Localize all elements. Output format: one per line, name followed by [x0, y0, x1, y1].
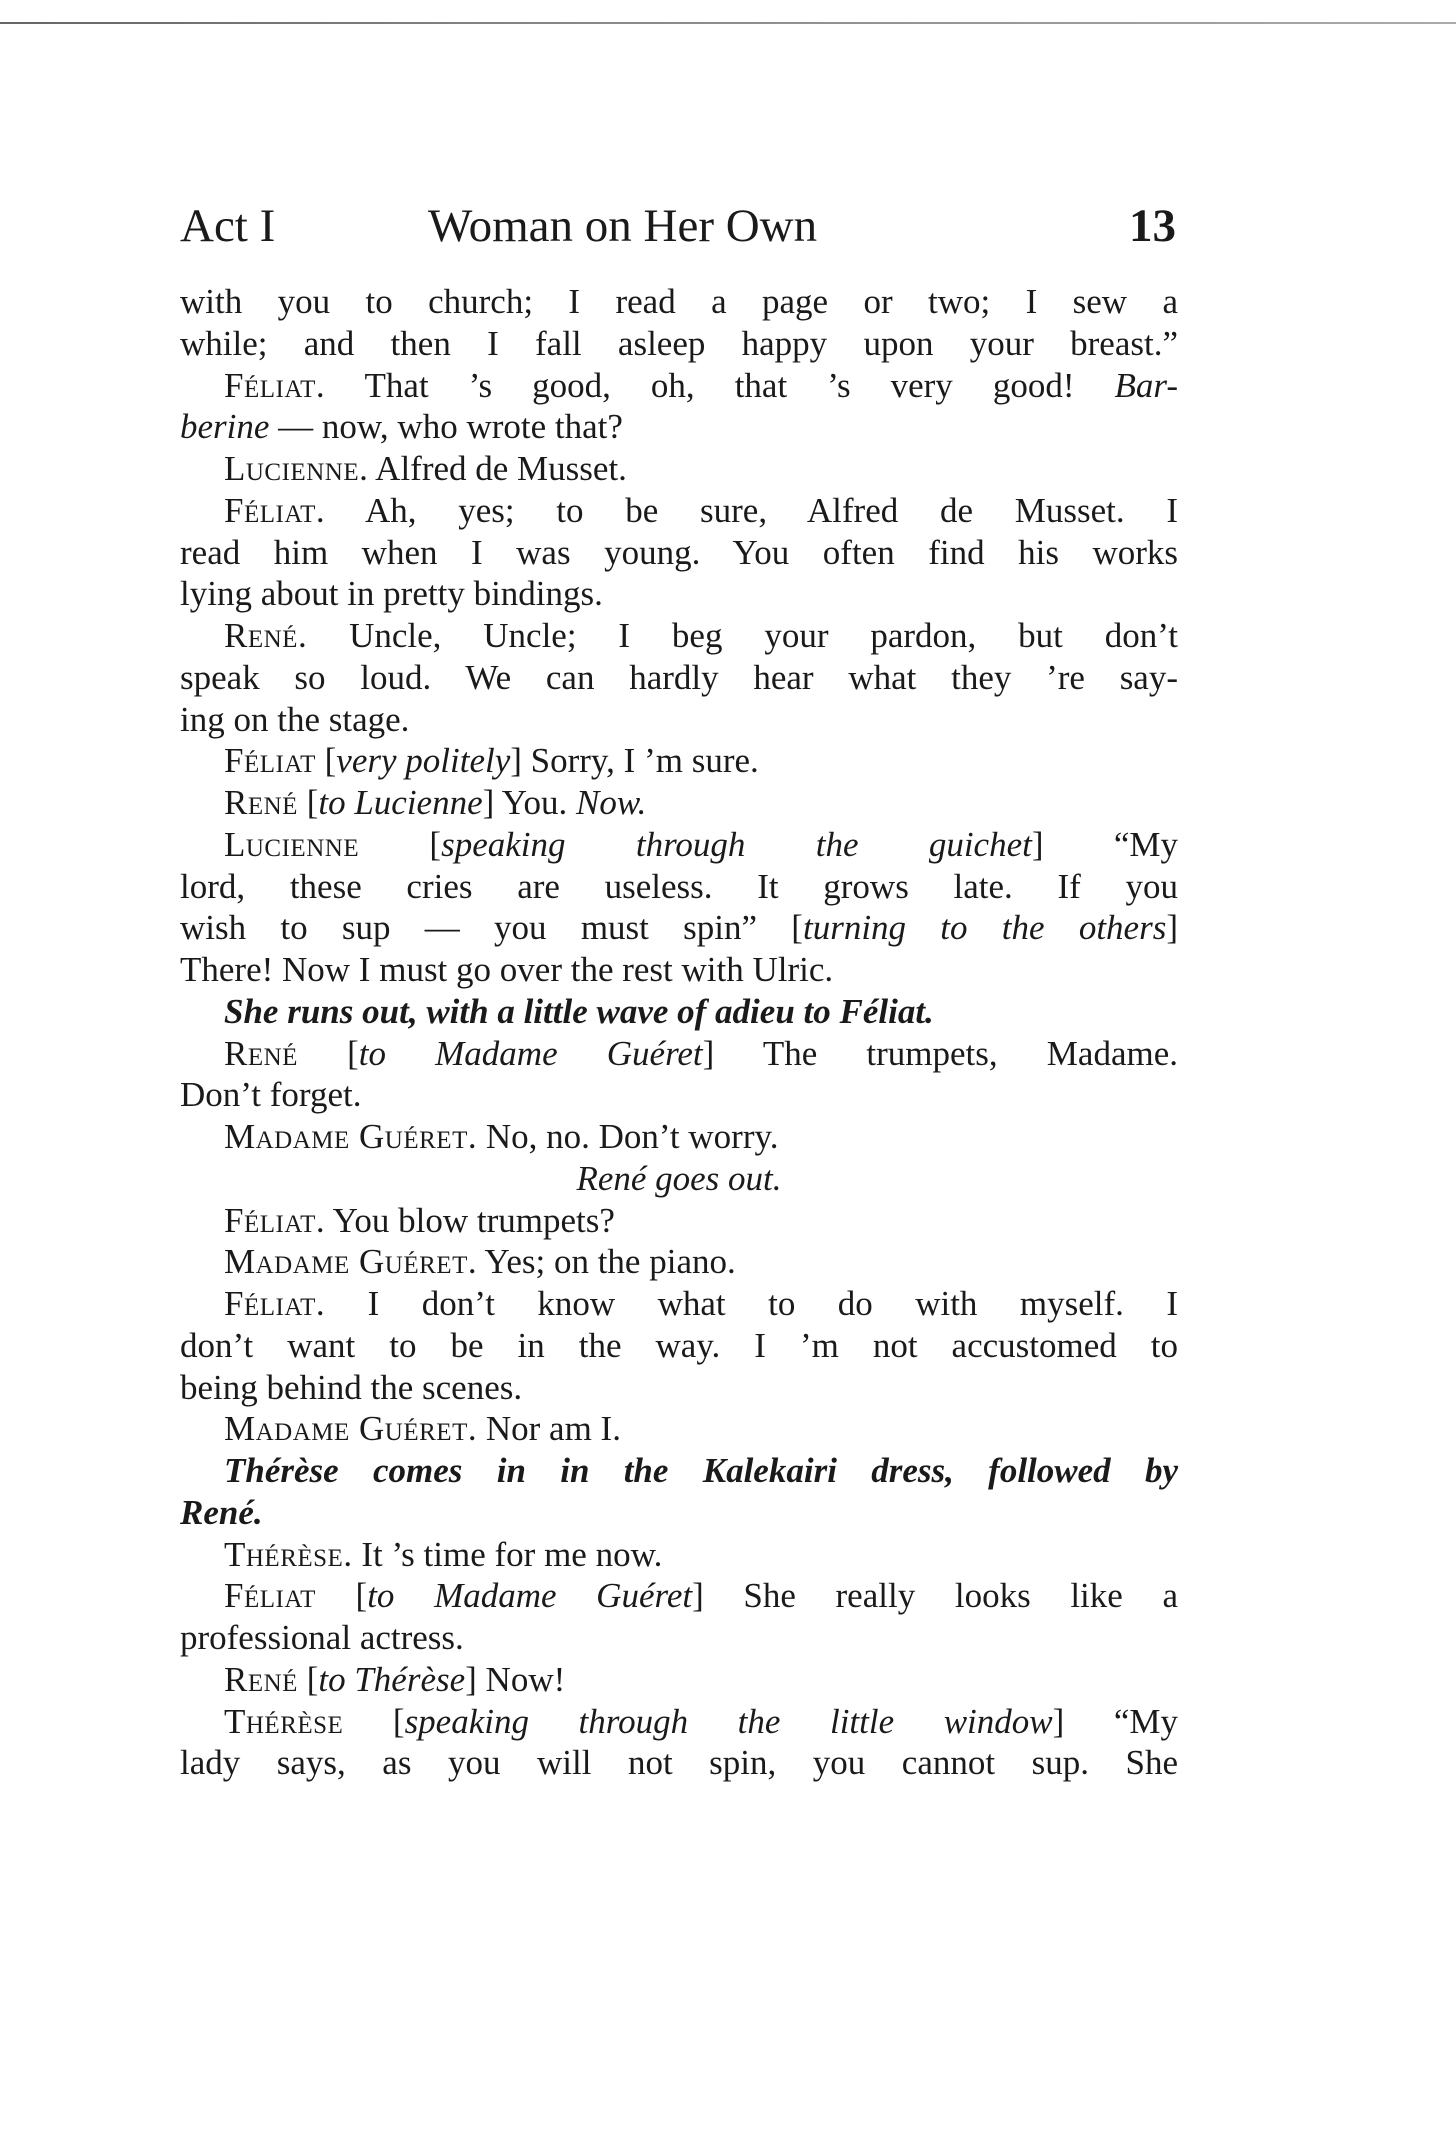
speaker-name: Lucienne.	[224, 449, 369, 488]
text-line	[180, 1241, 1178, 1283]
text-line	[180, 448, 1178, 490]
speaker-name: Thérèse	[224, 1701, 344, 1741]
page-number: 13	[1129, 200, 1176, 252]
line-text: It ’s time for me now.	[352, 1534, 663, 1574]
line-text: ]	[1166, 908, 1178, 948]
text-line	[180, 699, 1178, 741]
text-line	[180, 1492, 1178, 1534]
stage-direction: berine	[180, 407, 270, 447]
speaker-name: Féliat.	[224, 1284, 326, 1323]
line-text: — now, who wrote that?	[269, 407, 623, 447]
text-line	[180, 1575, 1178, 1617]
line-text: ing on the stage.	[180, 699, 410, 739]
speaker-name: René	[224, 1659, 298, 1699]
line-text: [	[297, 783, 319, 822]
line-text: ] Sorry, I ’m sure.	[510, 741, 759, 781]
line-text: There! Now I must go over the rest with Ulric.	[180, 950, 834, 989]
speaker-name: Féliat	[224, 741, 316, 781]
line-text: Yes; on the piano.	[477, 1242, 736, 1282]
line-text: read him when I was young. You often find his works	[180, 532, 1178, 572]
line-text: No, no. Don’t worry.	[477, 1117, 779, 1156]
text-line	[180, 866, 1178, 908]
text-line	[180, 281, 1178, 323]
text-line	[180, 1158, 1178, 1200]
stage-action: René.	[180, 1492, 263, 1532]
line-text: lord, these cries are useless. It grows late. If you	[180, 866, 1178, 906]
text-line	[180, 740, 1178, 782]
line-text: That ’s good, oh, that ’s very good!	[325, 365, 1115, 405]
text-line	[180, 1659, 1178, 1701]
page-body-text	[180, 281, 1178, 1784]
text-line	[180, 1408, 1178, 1450]
text-line	[180, 1617, 1178, 1659]
line-text: lying about in pretty bindings.	[180, 574, 603, 614]
line-text: wish to sup — you must spin” [	[180, 908, 803, 948]
running-header	[180, 196, 1176, 256]
speaker-name: Féliat.	[224, 490, 326, 530]
text-line	[180, 323, 1178, 365]
text-line	[180, 406, 1178, 448]
line-text: being behind the scenes.	[180, 1367, 523, 1407]
text-line	[180, 532, 1178, 574]
line-text: lady says, as you will not spin, you cannot sup. She	[180, 1743, 1178, 1783]
line-text: ] You.	[482, 783, 577, 822]
text-line	[180, 1701, 1178, 1743]
text-line	[180, 782, 1178, 824]
speaker-name: René	[224, 783, 298, 822]
text-line	[180, 1325, 1178, 1367]
line-text: [	[359, 824, 442, 864]
line-text: I don’t know what to do with myself. I	[325, 1284, 1178, 1323]
line-text: don’t want to be in the way. I ’m not accustomed to	[180, 1325, 1178, 1365]
stage-action: She runs out, with a little wave of adieu to Féliat.	[224, 991, 934, 1031]
line-text: while; and then I fall asleep happy upon your breast.”	[180, 323, 1178, 363]
speaker-name: Féliat	[224, 1576, 316, 1616]
text-line	[180, 1033, 1178, 1075]
speaker-name: Madame Guéret.	[224, 1409, 478, 1449]
line-text: professional actress.	[180, 1618, 464, 1657]
speaker-name: Madame Guéret.	[224, 1117, 478, 1156]
stage-direction: to Lucienne	[318, 783, 483, 822]
page-top-rule	[0, 22, 1456, 24]
stage-direction: Now.	[576, 783, 647, 822]
stage-direction: speaking through the guichet	[441, 824, 1032, 864]
line-text: ] She really looks like a	[692, 1576, 1178, 1616]
stage-direction: very politely	[336, 741, 511, 781]
line-text: ] The trumpets, Madame.	[702, 1033, 1178, 1073]
stage-direction: to Thérèse	[318, 1659, 466, 1699]
text-line	[180, 615, 1178, 657]
line-text: speak so loud. We can hardly hear what they ’re say-	[180, 657, 1178, 697]
line-text: [	[297, 1659, 319, 1699]
stage-direction: René goes out.	[576, 1158, 782, 1198]
line-text: [	[343, 1701, 405, 1741]
line-text: Alfred de Musset.	[368, 449, 627, 488]
text-line	[180, 1450, 1178, 1492]
text-line	[180, 1074, 1178, 1116]
speaker-name: René	[224, 1033, 298, 1073]
text-line	[180, 1742, 1178, 1784]
line-text: ] “My	[1052, 1701, 1179, 1741]
line-text: ] Now!	[465, 1659, 566, 1699]
line-text: Ah, yes; to be sure, Alfred de Musset. I	[325, 490, 1178, 530]
stage-direction: Bar-	[1114, 365, 1178, 405]
line-text: Don’t forget.	[180, 1075, 362, 1115]
stage-action: Thérèse comes in in the Kalekairi dress, followed by	[224, 1451, 1178, 1490]
text-line	[180, 1116, 1178, 1158]
stage-direction: speaking through the little window	[404, 1701, 1053, 1741]
speaker-name: Thérèse.	[224, 1534, 353, 1574]
stage-direction: to Madame Guéret	[367, 1576, 693, 1616]
text-line	[180, 907, 1178, 949]
book-title: Woman on Her Own	[428, 200, 818, 252]
text-line	[180, 657, 1178, 699]
speaker-name: Lucienne	[224, 824, 360, 864]
text-line	[180, 1200, 1178, 1242]
text-line	[180, 1367, 1178, 1409]
line-text: You blow trumpets?	[325, 1200, 615, 1240]
stage-direction: turning to the others	[802, 908, 1167, 948]
line-text: [	[315, 1576, 368, 1616]
text-line	[180, 991, 1178, 1033]
text-line	[180, 365, 1178, 407]
speaker-name: Féliat.	[224, 365, 326, 405]
text-line	[180, 824, 1178, 866]
text-line	[180, 573, 1178, 615]
text-line	[180, 1534, 1178, 1576]
line-text: [	[297, 1033, 359, 1073]
text-line	[180, 1283, 1178, 1325]
line-text: [	[315, 741, 337, 781]
act-label: Act I	[180, 200, 276, 252]
line-text: ] “My	[1031, 824, 1178, 864]
text-line	[180, 949, 1178, 991]
line-text: with you to church; I read a page or two; I sew a	[180, 282, 1178, 321]
stage-direction: to Madame Guéret	[358, 1033, 703, 1073]
speaker-name: Féliat.	[224, 1200, 326, 1240]
speaker-name: René.	[224, 616, 308, 655]
speaker-name: Madame Guéret.	[224, 1242, 478, 1282]
line-text: Uncle, Uncle; I beg your pardon, but don’t	[307, 616, 1178, 655]
line-text: Nor am I.	[477, 1409, 621, 1449]
text-line	[180, 490, 1178, 532]
